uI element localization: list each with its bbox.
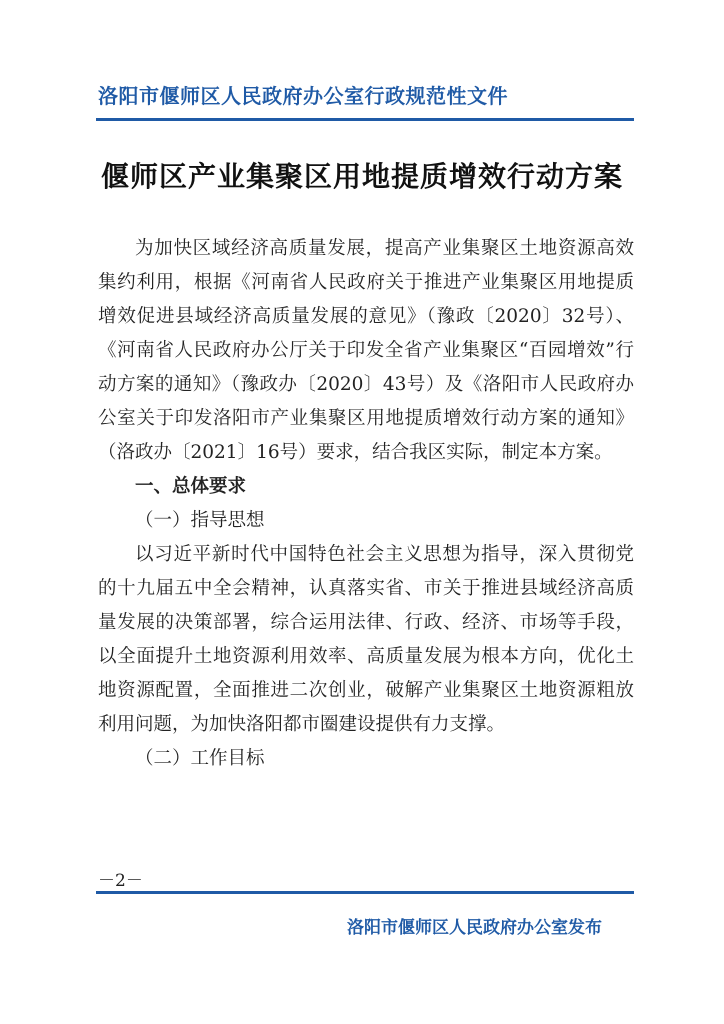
footer-publisher: 洛阳市偃师区人民政府办公室发布 — [347, 918, 602, 938]
subheading-guiding-ideology: （一）指导思想 — [135, 510, 265, 531]
document-title: 偃师区产业集聚区用地提质增效行动方案 — [100, 160, 623, 193]
header-title: 洛阳市偃师区人民政府办公室行政规范性文件 — [98, 84, 508, 108]
footer-rule — [96, 891, 634, 894]
subheading-work-goals: （二）工作目标 — [135, 748, 265, 769]
page-number: －2－ — [98, 871, 143, 891]
section-heading-general-requirements: 一、总体要求 — [135, 476, 247, 497]
intro-paragraph: 为加快区域经济高质量发展，提高产业集聚区土地资源高效集约利用，根据《河南省人民政府关于推进产业集聚区用地提质增效促进县域经济高质量发展的意见》（豫政〔2020〕32号）、《河南省人民政府办公厅关于印发全省产业集聚区“百园增效”行动方案的通知》（豫政办〔2020〕43号）及《洛阳市人民政府办公室关于印发洛阳市产业集聚区用地提质增效行动方案的通知》（洛政办〔2021〕16号）要求，结合我区实际，制定本方案。 — [98, 238, 634, 463]
guiding-ideology-paragraph: 以习近平新时代中国特色社会主义思想为指导，深入贯彻党的十九届五中全会精神，认真落实省、市关于推进县域经济高质量发展的决策部署，综合运用法律、行政、经济、市场等手段，以全面提升土地资源利用效率、高质量发展为根本方向，优化土地资源配置，全面推进二次创业，破解产业集聚区土地资源粗放利用问题，为加快洛阳都市圈建设提供有力支撑。 — [98, 544, 634, 735]
document-body — [98, 232, 634, 776]
header-rule — [96, 118, 634, 121]
